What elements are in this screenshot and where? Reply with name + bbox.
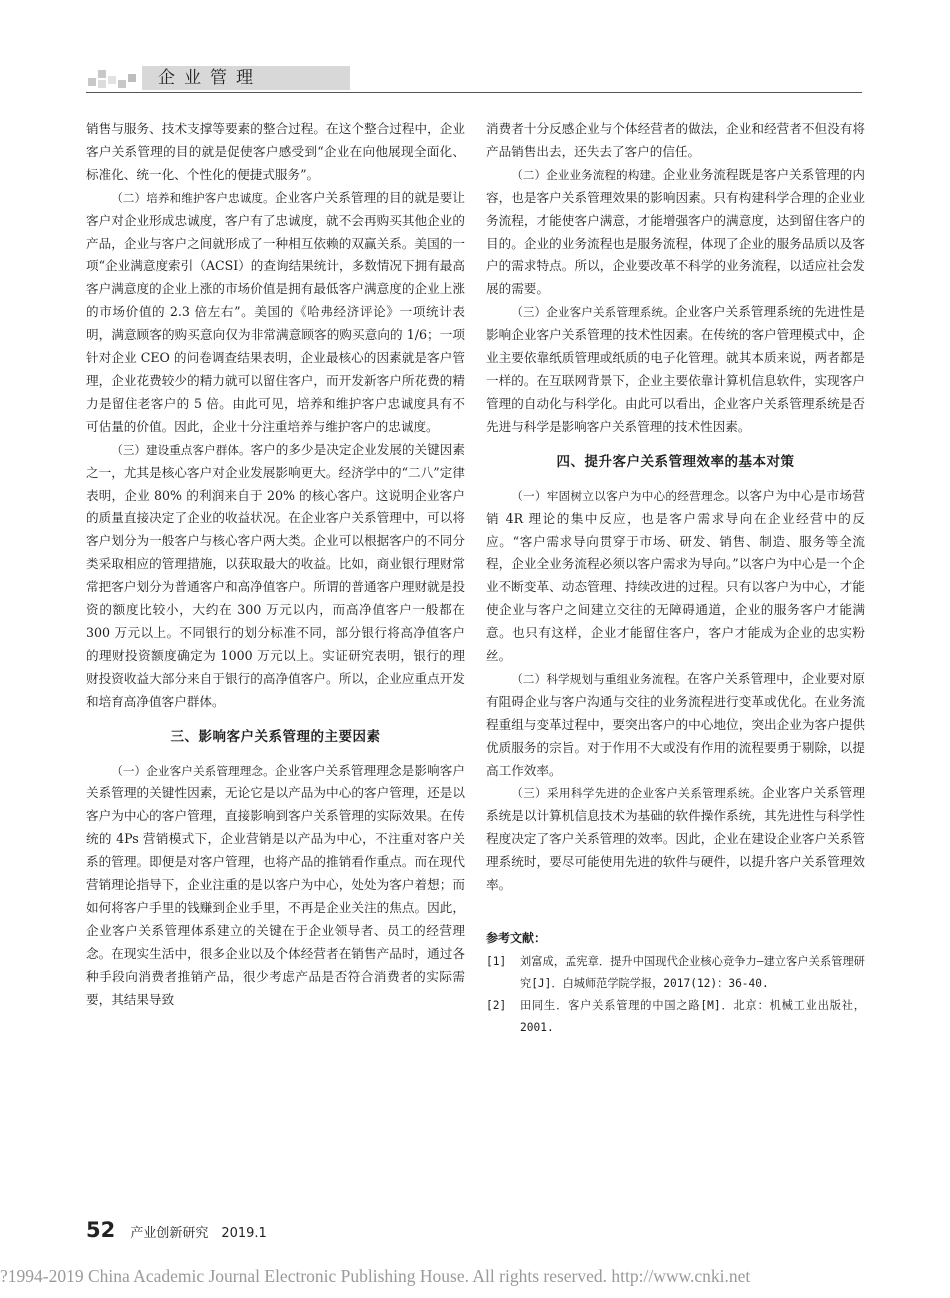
paragraph-text: 在客户关系管理中，企业要对原有阻碍企业与客户沟通与交往的业务流程进行变革或优化。在业务流程重组与变革过程中，要突出客户的中心地位，突出企业为客户提供优质服务的宗旨。对于作用不大或没有作用的流程要勇于剔除，以提高工作效率。: [486, 670, 865, 778]
paragraph: [86, 187, 465, 439]
running-header: [86, 62, 862, 96]
paragraph: [486, 164, 865, 301]
reference-number: [2]: [486, 999, 507, 1012]
journal-name: 产业创新研究 2019.1: [130, 1226, 267, 1241]
subheading: （二）科学规划与重组业务流程。: [511, 671, 688, 686]
paragraph-text: 以客户为中心是市场营销 4R 理论的集中反应，也是客户需求导向在企业经营中的反应。“客户需求导向贯穿于市场、研发、销售、制造、服务等全流程，企业全业务流程必须以客户需求为导向。”以客户为中心是一个企业不断变革、动态管理、持续改进的过程。只有以客户为中心，才能使企业与客户之间建立交往的无障碍通道，企业的服务客户才能满意。也只有这样，企业才能留住客户，客户才能成为企业的忠实粉丝。: [486, 487, 865, 664]
subheading: （三）采用科学先进的企业客户关系管理系统。: [511, 786, 762, 801]
subheading: （三）建设重点客户群体。: [111, 442, 251, 457]
subheading: （一）牢固树立以客户为中心的经营理念。: [511, 488, 737, 503]
paragraph-text: 企业业务流程既是客户关系管理的内容，也是客户关系管理效果的影响因素。只有构建科学合理的企业业务流程，才能使客户满意，才能增强客户的满意度，达到留住客户的目的。企业的业务流程也是服务流程，体现了企业的服务品质以及客户的需求特点。所以，企业要改革不科学的业务流程，以适应社会发展的需要。: [486, 166, 865, 297]
paragraph: [86, 760, 465, 1012]
reference-item: [486, 995, 865, 1039]
paragraph-text: 企业客户关系管理系统的先进性是影响企业客户关系管理的技术性因素。在传统的客户管理模式中，企业主要依靠纸质管理或纸质的电子化管理。就其本质来说，两者都是一样的。在互联网背景下，企业主要依靠计算机信息软件，实现客户管理的自动化与科学化。由此可以看出，企业客户关系管理系统是否先进与科学是影响客户关系管理的技术性因素。: [486, 304, 865, 434]
reference-item: [486, 951, 865, 995]
subheading: （三）企业客户关系管理系统。: [511, 305, 675, 320]
header-decoration: [88, 70, 138, 90]
references-title: 参考文献：: [486, 931, 547, 945]
reference-number: [1]: [486, 955, 507, 968]
reference-text: 田同生．客户关系管理的中国之路[M]．北京：机械工业出版社，2001.: [520, 999, 865, 1034]
section-heading: 三、影响客户关系管理的主要因素: [170, 728, 381, 745]
paragraph-text: 企业客户关系管理理念是影响客户关系管理的关键性因素，无论它是以产品为中心的客户管理，还是以客户为中心的客户管理，直接影响到客户关系管理的实际效果。在传统的 4Ps 营销模式下，企业营销是以产品为中心，不注重对客户关系的管理。即便是对客户管理，也将产品的推销看作重点。而在现代营销理论指导下，企业注重的是以客户为中心，处处为客户着想；而如何将客户手里的钱赚到企业手里，不再是企业关注的焦点。因此，企业客户关系管理体系建立的关键在于企业领导者、员工的经营理念。在现实生活中，很多企业以及个体经营者在销售产品时，通过各种手段向消费者推销产品，很少考虑产品是否符合消费者的实际需要，其结果导致: [86, 762, 465, 1007]
copyright-watermark: ?1994-2019 China Academic Journal Electronic Publishing House. All rights reserved. http://www.cnki.net: [0, 1266, 751, 1286]
paragraph: [486, 668, 865, 783]
section-heading: 四、提升客户关系管理效率的基本对策: [556, 453, 795, 470]
paragraph: [486, 485, 865, 668]
page-footer: [86, 1218, 267, 1248]
header-rule: [86, 92, 862, 93]
subheading: （二）企业业务流程的构建。: [511, 167, 663, 182]
subheading: （二）培养和维护客户忠诚度。: [111, 190, 275, 205]
paragraph-text: 企业客户关系管理的目的就是要让客户对企业形成忠诚度，客户有了忠诚度，就不会再购买其他企业的产品，企业与客户之间就形成了一种相互依赖的双赢关系。美国的一项“企业满意度索引（ACSI）的查询结果统计，多数情况下拥有最高客户满意度的企业上涨的市场价值是拥有最低客户满意度的企业上涨的市场价值的 2.3 倍左右”。美国的《哈弗经济评论》一项统计表明，满意顾客的购买意向仅为非常满意顾客的购买意向的 1/6；一项针对企业 CEO 的问卷调查结果表明，企业最核心的因素就是客户管理，企业花费较少的精力就可以留住客户，而开发新客户所花费的精力是留住老客户的 5 倍。由此可见，培养和维护客户忠诚度具有不可估量的价值。因此，企业十分注重培养与维护客户的忠诚度。: [86, 189, 465, 434]
section-title: 企业管理: [142, 66, 350, 90]
subheading: （一）企业客户关系管理理念。: [111, 763, 275, 778]
paragraph: [486, 301, 865, 438]
paragraph: [486, 782, 865, 897]
paragraph: 消费者十分反感企业与个体经营者的做法，企业和经营者不但没有将产品销售出去，还失去了客户的信任。: [486, 121, 865, 159]
paragraph-text: 客户的多少是决定企业发展的关键因素之一，尤其是核心客户对企业发展影响更大。经济学中的“二八”定律表明，企业 80% 的利润来自于 20% 的核心客户。这说明企业客户的质量直接决定了企业的收益状况。在企业客户关系管理中，可以将客户划分为一般客户与核心客户两大类。企业可以根据客户的不同分类采取相应的管理措施，以获取最大的收益。比如，商业银行理财常常把客户划分为普通客户和高净值客户。所谓的普通客户理财就是投资的额度比较小，大约在 300 万元以内，而高净值客户一般都在 300 万元以上。不同银行的划分标准不同，部分银行将高净值客户的理财投资额度确定为 1000 万元以上。实证研究表明，银行的理财投资收益大部分来自于银行的高净值客户。所以，企业应重点开发和培育高净值客户群体。: [86, 441, 465, 709]
right-column: [486, 118, 865, 1039]
paragraph: 销售与服务、技术支撑等要素的整合过程。在这个整合过程中，企业客户关系管理的目的就是促使客户感受到“企业在向他展现全面化、标准化、统一化、个性化的便捷式服务”。: [86, 121, 465, 182]
reference-text: 刘富成，孟宪章．提升中国现代企业核心竞争力—建立客户关系管理研究[J]．白城师范学院学报，2017(12)：36-40.: [520, 955, 865, 990]
paragraph-text: 企业客户关系管理系统是以计算机信息技术为基础的软件操作系统，其先进性与科学性程度决定了客户关系管理的效率。因此，企业在建设企业客户关系管理系统时，要尽可能使用先进的软件与硬件，以提升客户关系管理效率。: [486, 785, 865, 893]
page-number: 52: [86, 1218, 116, 1242]
left-column: [86, 118, 465, 1012]
paragraph: [86, 439, 465, 714]
